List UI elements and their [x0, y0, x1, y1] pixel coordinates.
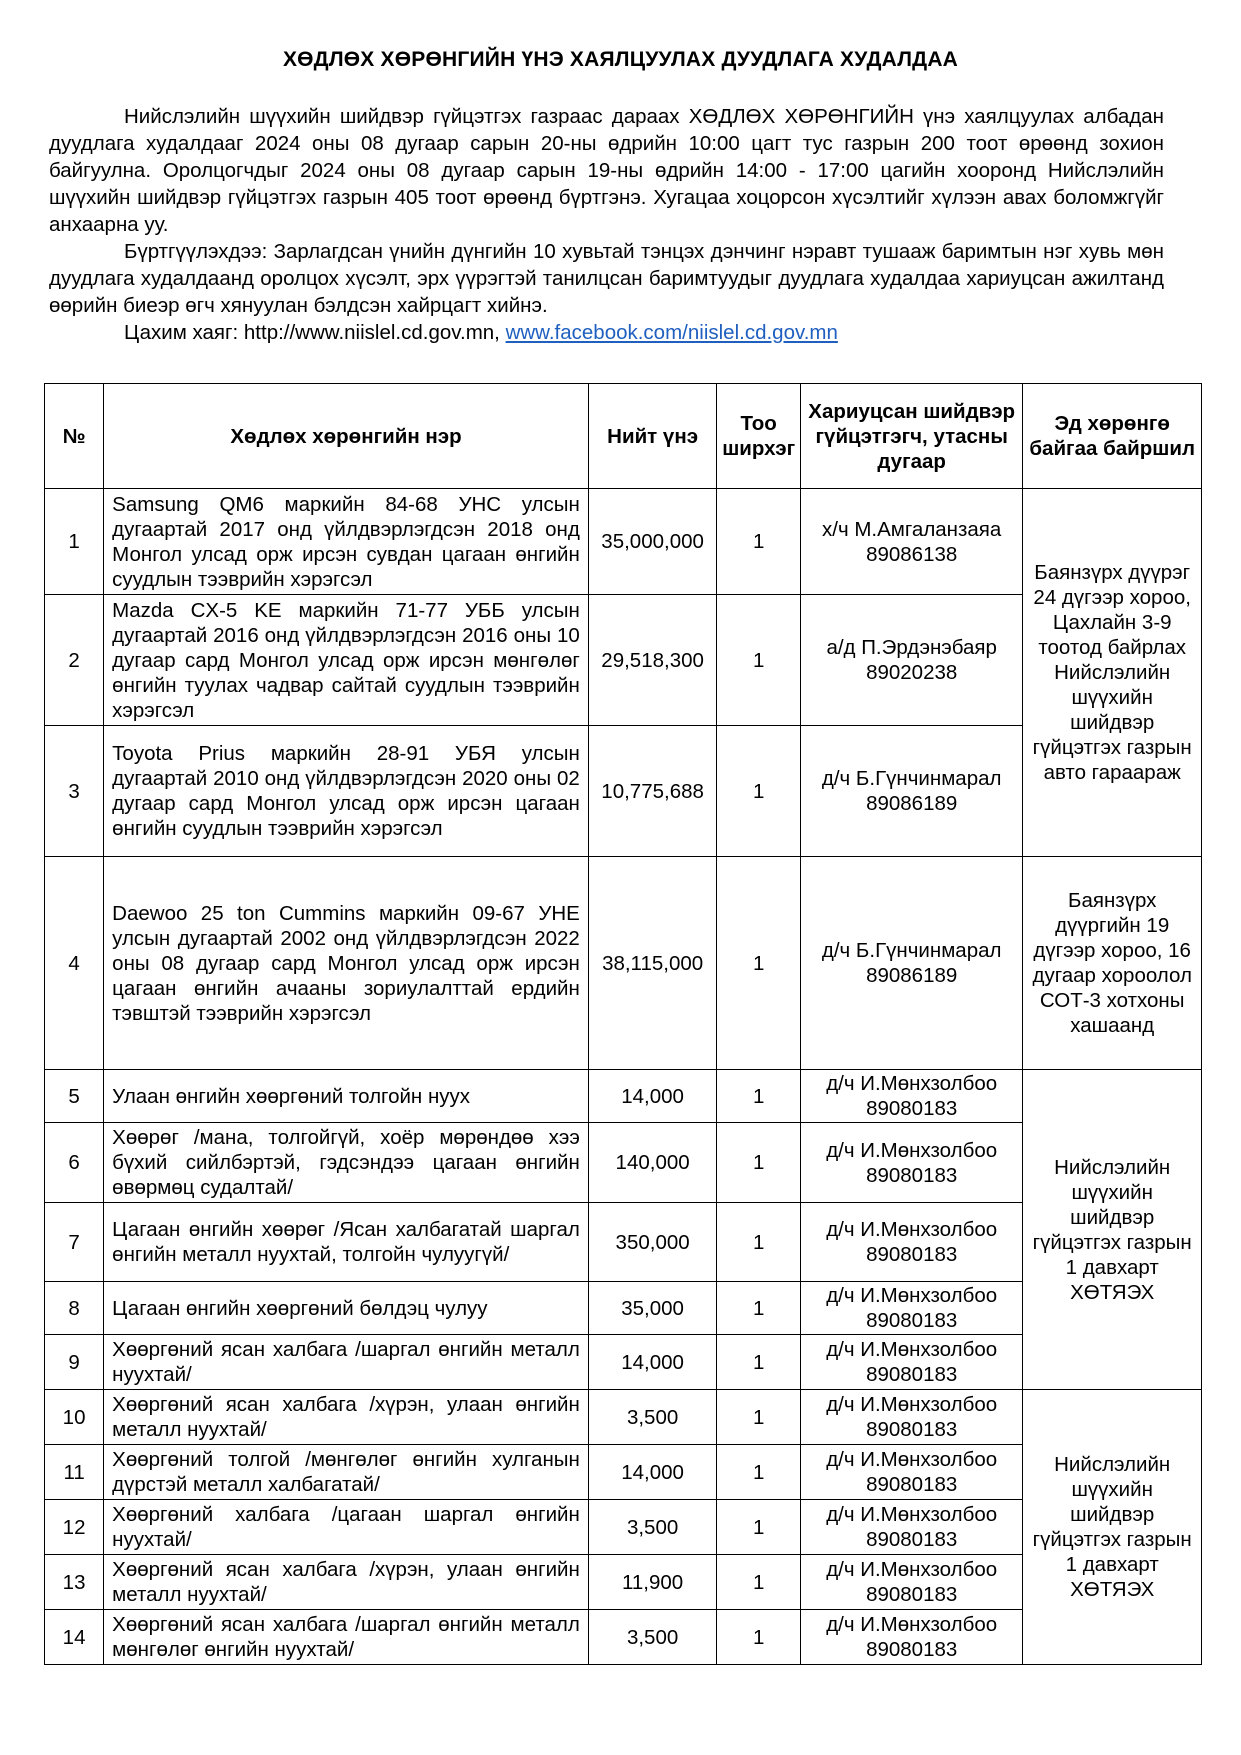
web-address-label: Цахим хаяг: http://www.niislel.cd.gov.mn, [124, 321, 506, 344]
quantity: 1 [717, 1555, 801, 1610]
quantity: 1 [717, 595, 801, 726]
quantity: 1 [717, 726, 801, 857]
officer-contact: д/ч И.Мөнхзолбоо 89080183 [800, 1500, 1022, 1555]
header-quantity: Тоо ширхэг [717, 384, 801, 489]
header-number: № [45, 384, 104, 489]
facebook-link[interactable]: www.facebook.com/niislel.cd.gov.mn [505, 321, 838, 344]
row-number: 12 [45, 1500, 104, 1555]
row-number: 7 [45, 1203, 104, 1282]
quantity: 1 [717, 857, 801, 1070]
location-garage: Баянзүрх дүүрэг 24 дүгээр хороо, Цахлайн 3-9 тоотод байрлах Нийслэлийн шүүхийн шийдвэр гүйцэтгэх газрын авто гараараж [1023, 489, 1202, 857]
row-number: 6 [45, 1123, 104, 1203]
asset-name: Хөөрөг /мана, толгойгүй, хоёр мөрөндөө хээ бүхий сийлбэртэй, гэдсэндээ цагаан өнгийн өвөрмөц судалтай/ [104, 1123, 589, 1203]
table-row [45, 489, 1202, 595]
quantity: 1 [717, 1123, 801, 1203]
officer-contact: д/ч Б.Гүнчинмарал 89086189 [800, 857, 1022, 1070]
row-number: 3 [45, 726, 104, 857]
quantity: 1 [717, 1445, 801, 1500]
header-location: Эд хөрөнгө байгаа байршил [1023, 384, 1202, 489]
header-total-price: Нийт үнэ [588, 384, 717, 489]
table-row [45, 857, 1202, 1070]
officer-contact: а/д П.Эрдэнэбаяр 89020238 [800, 595, 1022, 726]
officer-contact: д/ч И.Мөнхзолбоо 89080183 [800, 1390, 1022, 1445]
asset-name: Хөөргөний ясан халбага /хүрэн, улаан өнгийн металл нуухтай/ [104, 1390, 589, 1445]
asset-name: Хөөргөний ясан халбага /шаргал өнгийн металл мөнгөлөг өнгийн нуухтай/ [104, 1610, 589, 1665]
asset-name: Toyota Prius маркийн 28-91 УБЯ улсын дугаартай 2010 онд үйлдвэрлэгдсэн 2020 оны 02 дугаар сард Монгол улсад орж ирсэн цагаан өнгийн суудлын тээврийн хэрэгсэл [104, 726, 589, 857]
table-header-row [45, 384, 1202, 489]
total-price: 3,500 [588, 1500, 717, 1555]
total-price: 14,000 [588, 1335, 717, 1390]
location-storage: Нийслэлийн шүүхийн шийдвэр гүйцэтгэх газрын 1 давхарт ХӨТЯЭХ [1023, 1070, 1202, 1390]
registration-paragraph: Бүртгүүлэхдээ: Зарлагдсан үнийн дүнгийн 10 хувьтай тэнцэх дэнчинг нэравт тушааж баримтын нэг хувь мөн дуудлага худалдаанд оролцох хүсэлт, эрх үүрэгтэй танилцсан баримтуудыг дуудлага худалдаа хариуцсан ажилтанд өөрийн биеэр өгч хянуулан бэлдсэн хайрцагт хийнэ. [49, 240, 1164, 317]
officer-contact: д/ч Б.Гүнчинмарал 89086189 [800, 726, 1022, 857]
assets-table [44, 383, 1202, 1665]
total-price: 3,500 [588, 1610, 717, 1665]
asset-name: Улаан өнгийн хөөргөний толгойн нуух [104, 1070, 589, 1123]
asset-name: Хөөргөний ясан халбага /хүрэн, улаан өнгийн металл нуухтай/ [104, 1555, 589, 1610]
total-price: 29,518,300 [588, 595, 717, 726]
total-price: 11,900 [588, 1555, 717, 1610]
asset-name: Хөөргөний халбага /цагаан шаргал өнгийн нуухтай/ [104, 1500, 589, 1555]
row-number: 9 [45, 1335, 104, 1390]
total-price: 38,115,000 [588, 857, 717, 1070]
officer-contact: д/ч И.Мөнхзолбоо 89080183 [800, 1282, 1022, 1335]
quantity: 1 [717, 489, 801, 595]
total-price: 14,000 [588, 1445, 717, 1500]
officer-contact: д/ч И.Мөнхзолбоо 89080183 [800, 1123, 1022, 1203]
officer-contact: х/ч М.Амгаланзаяа 89086138 [800, 489, 1022, 595]
row-number: 5 [45, 1070, 104, 1123]
asset-name: Цагаан өнгийн хөөрөг /Ясан халбагатай шаргал өнгийн металл нуухтай, толгойн чулуугүй/ [104, 1203, 589, 1282]
asset-name: Samsung QM6 маркийн 84-68 УНС улсын дугаартай 2017 онд үйлдвэрлэгдсэн 2018 онд Монгол улсад орж ирсэн сувдан цагаан өнгийн суудлын тээврийн хэрэгсэл [104, 489, 589, 595]
web-address-line [49, 319, 1164, 346]
header-officer: Хариуцсан шийдвэр гүйцэтгэгч, утасны дугаар [800, 384, 1022, 489]
asset-name: Mazda CX-5 KE маркийн 71-77 УББ улсын дугаартай 2016 онд үйлдвэрлэгдсэн 2016 оны 10 дугаар сард Монгол улсад орж ирсэн мөнгөлөг өнгийн туулах чадвар сайтай суудлын тээврийн хэрэгсэл [104, 595, 589, 726]
row-number: 11 [45, 1445, 104, 1500]
officer-contact: д/ч И.Мөнхзолбоо 89080183 [800, 1445, 1022, 1500]
location-yard: Баянзүрх дүүргийн 19 дүгээр хороо, 16 дугаар хороолол СОТ-3 хотхоны хашаанд [1023, 857, 1202, 1070]
total-price: 3,500 [588, 1390, 717, 1445]
quantity: 1 [717, 1335, 801, 1390]
row-number: 4 [45, 857, 104, 1070]
header-asset-name: Хөдлөх хөрөнгийн нэр [104, 384, 589, 489]
total-price: 35,000,000 [588, 489, 717, 595]
total-price: 10,775,688 [588, 726, 717, 857]
officer-contact: д/ч И.Мөнхзолбоо 89080183 [800, 1070, 1022, 1123]
quantity: 1 [717, 1070, 801, 1123]
total-price: 350,000 [588, 1203, 717, 1282]
row-number: 10 [45, 1390, 104, 1445]
total-price: 14,000 [588, 1070, 717, 1123]
intro-text [49, 103, 1164, 346]
row-number: 13 [45, 1555, 104, 1610]
quantity: 1 [717, 1282, 801, 1335]
table-row [45, 1070, 1202, 1123]
announcement-paragraph: Нийслэлийн шүүхийн шийдвэр гүйцэтгэх газраас дараах ХӨДЛӨХ ХӨРӨНГИЙН үнэ хаялцуулах албадан дуудлага худалдааг 2024 оны 08 дугаар сарын 20-ны өдрийн 10:00 цагт тус газрын 200 тоот өрөөнд зохион байгуулна. Оролцогчдыг 2024 оны 08 дугаар сарын 19-ны өдрийн 14:00 - 17:00 цагийн хооронд Нийслэлийн шүүхийн шийдвэр гүйцэтгэх газрын 405 тоот өрөөнд бүртгэнэ. Хугацаа хоцорсон хүсэлтийг хүлээн авах боломжгүйг анхаарна уу. [49, 105, 1164, 236]
row-number: 8 [45, 1282, 104, 1335]
officer-contact: д/ч И.Мөнхзолбоо 89080183 [800, 1335, 1022, 1390]
quantity: 1 [717, 1500, 801, 1555]
total-price: 140,000 [588, 1123, 717, 1203]
asset-name: Хөөргөний толгой /мөнгөлөг өнгийн хулганын дүрстэй металл халбагатай/ [104, 1445, 589, 1500]
row-number: 1 [45, 489, 104, 595]
total-price: 35,000 [588, 1282, 717, 1335]
quantity: 1 [717, 1610, 801, 1665]
officer-contact: д/ч И.Мөнхзолбоо 89080183 [800, 1555, 1022, 1610]
row-number: 14 [45, 1610, 104, 1665]
location-storage: Нийслэлийн шүүхийн шийдвэр гүйцэтгэх газрын 1 давхарт ХӨТЯЭХ [1023, 1390, 1202, 1665]
asset-name: Цагаан өнгийн хөөргөний бөлдэц чулуу [104, 1282, 589, 1335]
officer-contact: д/ч И.Мөнхзолбоо 89080183 [800, 1610, 1022, 1665]
officer-contact: д/ч И.Мөнхзолбоо 89080183 [800, 1203, 1022, 1282]
page-title: ХӨДЛӨХ ХӨРӨНГИЙН ҮНЭ ХАЯЛЦУУЛАХ ДУУДЛАГА ХУДАЛДАА [282, 48, 959, 71]
quantity: 1 [717, 1390, 801, 1445]
asset-name: Daewoo 25 ton Cummins маркийн 09-67 УНЕ улсын дугаартай 2002 онд үйлдвэрлэгдсэн 2022 оны 08 дугаар сард Монгол улсад орж ирсэн цагаан өнгийн ачааны зориулалттай ердийн тэвштэй тээврийн хэрэгсэл [104, 857, 589, 1070]
row-number: 2 [45, 595, 104, 726]
asset-name: Хөөргөний ясан халбага /шаргал өнгийн металл нуухтай/ [104, 1335, 589, 1390]
quantity: 1 [717, 1203, 801, 1282]
table-row [45, 1390, 1202, 1445]
